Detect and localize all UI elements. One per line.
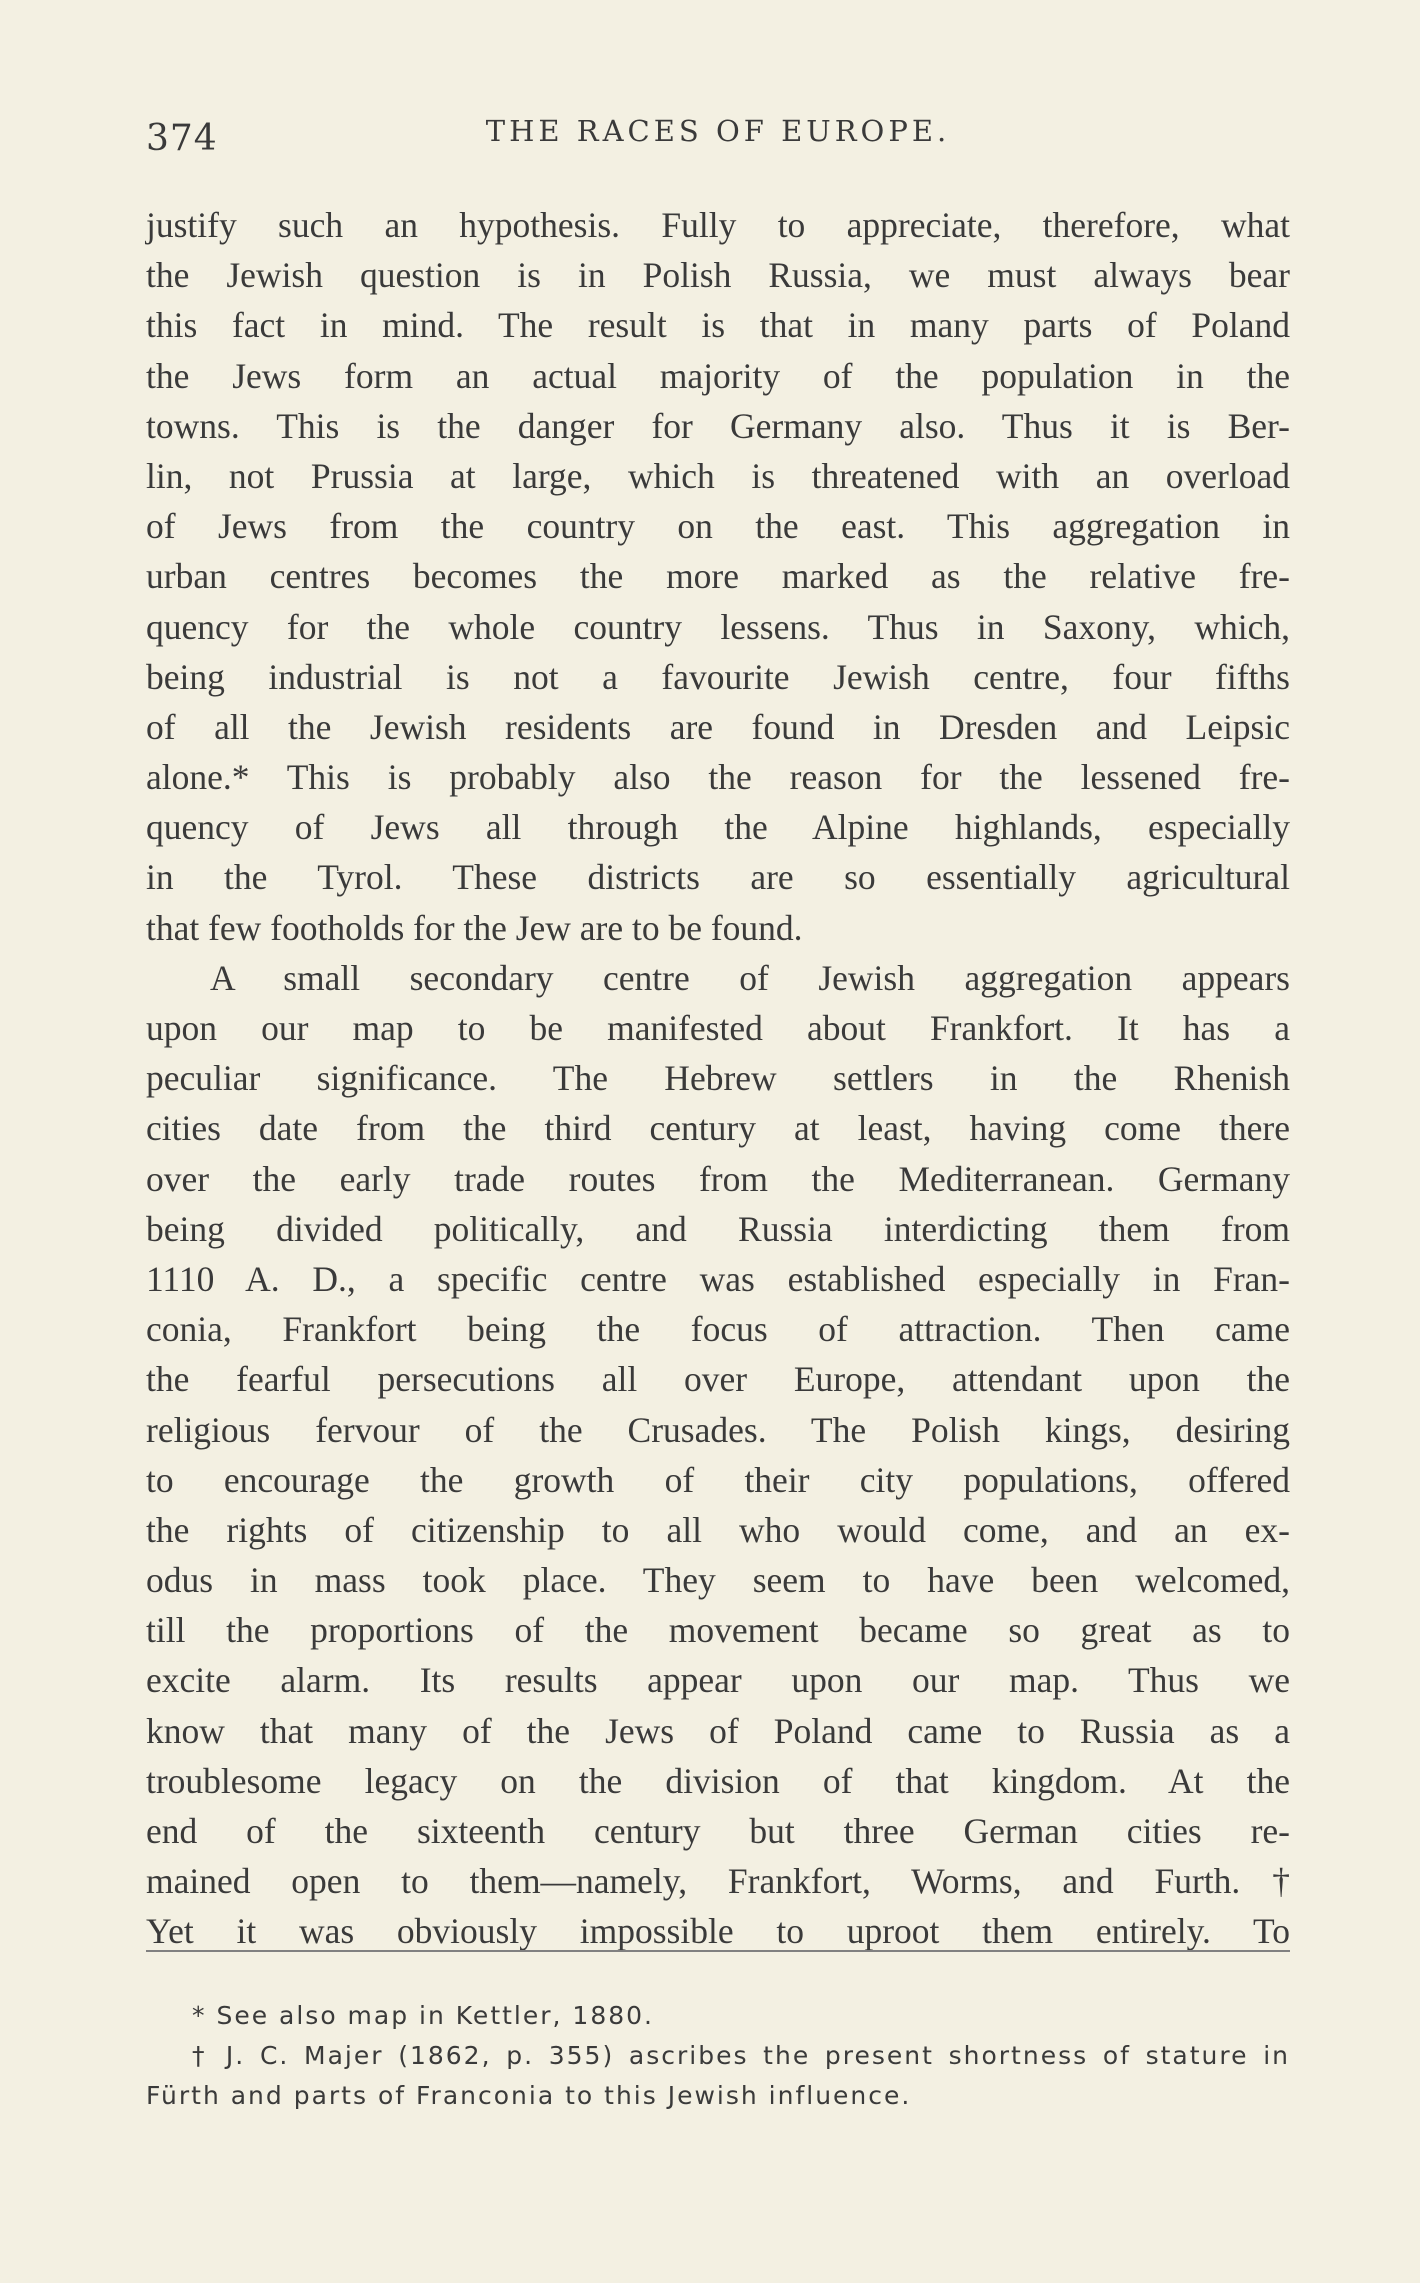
text-line: justify such an hypothesis. Fully to appreciate, therefore, what [146,205,1290,245]
text-line: cities date from the third century at least, having come there [146,1108,1290,1149]
text-line: the Jewish question is in Polish Russia, we must always bear [146,255,1290,296]
text-line: excite alarm. Its results appear upon our map. Thus we [146,1660,1290,1701]
footnote-line: * See also map in Kettler, 1880. [192,2001,654,2030]
text-line: towns. This is the danger for Germany also. Thus it is Ber- [146,405,1290,446]
text-line: alone.* This is probably also the reason for the lessened fre- [146,757,1290,798]
text-line: troublesome legacy on the division of that kingdom. At the [146,1760,1290,1801]
text-line: Yet it was obviously impossible to uproot them entirely. To [146,1911,1290,1952]
footnote-rule [146,1950,1290,1952]
footnote-line: † J. C. Majer (1862, p. 355) ascribes the present shortness of stature in [192,2041,1290,2070]
text-line: till the proportions of the movement became so great as to [146,1610,1290,1651]
text-line: in the Tyrol. These districts are so essentially agricultural [146,857,1290,898]
text-line: upon our map to be manifested about Frankfort. It has a [146,1008,1290,1048]
text-line: this fact in mind. The result is that in many parts of Poland [146,305,1290,346]
text-line: of all the Jewish residents are found in Dresden and Leipsic [146,706,1290,747]
text-line: religious fervour of the Crusades. The Polish kings, desiring [146,1409,1290,1450]
text-line: urban centres becomes the more marked as the relative fre- [146,556,1290,597]
footnote-line: Fürth and parts of Franconia to this Jewish influence. [146,2081,912,2110]
text-line: A small secondary centre of Jewish aggregation appears [210,957,1290,998]
text-line: mained open to them—namely, Frankfort, Worms, and Furth.† [146,1861,1290,1902]
text-line: lin, not Prussia at large, which is threatened with an overload [146,455,1290,496]
footnotes [146,1996,1290,2116]
text-line: the rights of citizenship to all who would come, and an ex- [146,1509,1290,1550]
text-line: being divided politically, and Russia interdicting them from [146,1208,1290,1249]
text-line: quency for the whole country lessens. Thus in Saxony, which, [146,606,1290,647]
text-line: that few footholds for the Jew are to be found. [146,907,803,948]
text-line: over the early trade routes from the Mediterranean. Germany [146,1158,1290,1199]
text-line: to encourage the growth of their city populations, offered [146,1459,1290,1500]
text-line: of Jews from the country on the east. This aggregation in [146,506,1290,547]
text-line: know that many of the Jews of Poland came to Russia as a [146,1710,1290,1751]
text-line: 1110 A. D., a specific centre was established especially in Fran- [146,1258,1290,1299]
text-line: the fearful persecutions all over Europe, attendant upon the [146,1359,1290,1400]
text-line: peculiar significance. The Hebrew settlers in the Rhenish [146,1058,1290,1099]
text-line: odus in mass took place. They seem to have been welcomed, [146,1560,1290,1601]
page-header [146,110,1290,170]
page-number: 374 [146,118,218,159]
text-line: conia, Frankfort being the focus of attraction. Then came [146,1309,1290,1350]
body-text [146,200,1290,1957]
text-line: being industrial is not a favourite Jewish centre, four fifths [146,656,1290,697]
text-line: quency of Jews all through the Alpine highlands, especially [146,807,1290,848]
text-line: the Jews form an actual majority of the population in the [146,355,1290,396]
running-title: THE RACES OF EUROPE. [485,114,951,148]
text-line: end of the sixteenth century but three German cities re- [146,1811,1290,1851]
book-page [146,0,1290,2283]
